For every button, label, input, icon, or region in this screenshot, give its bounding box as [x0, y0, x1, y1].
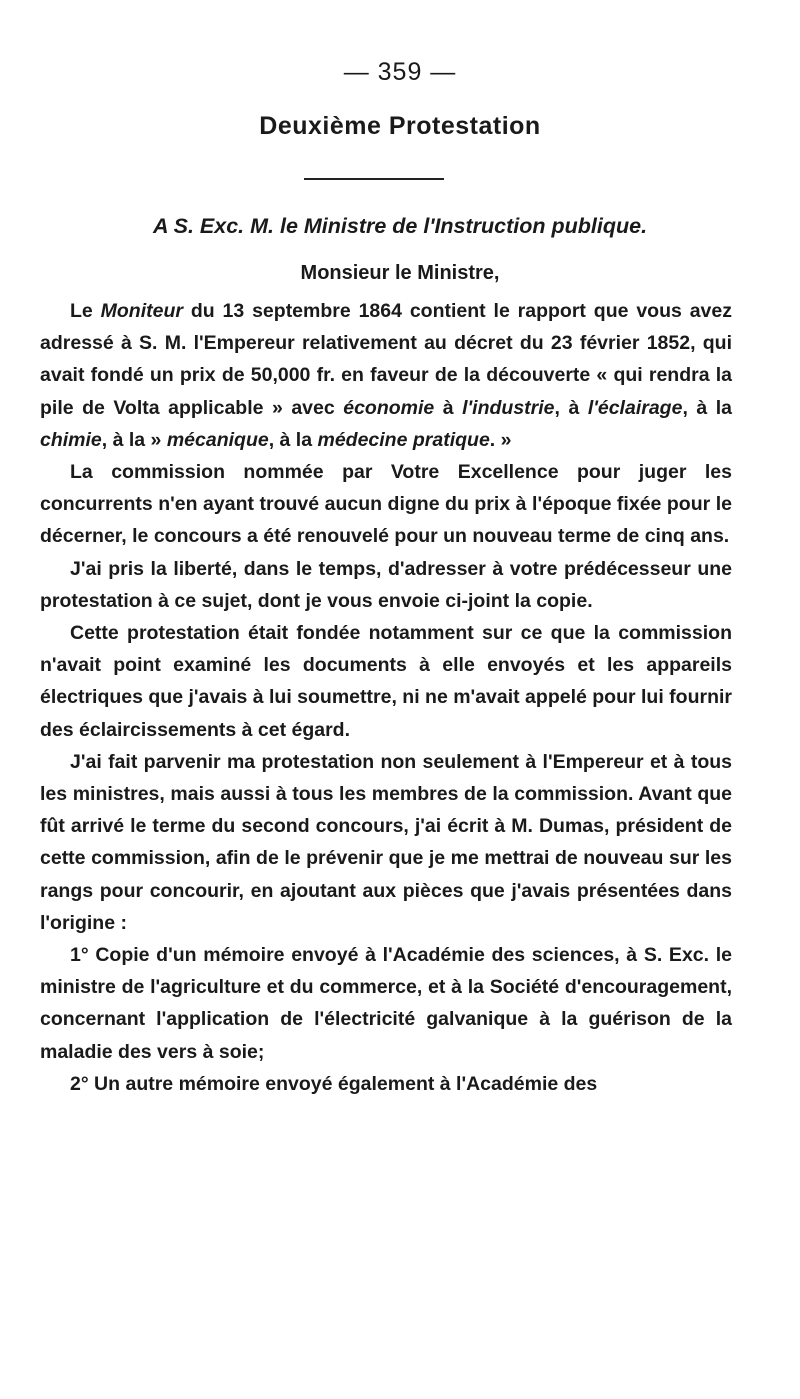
- paragraph-2: La commission nommée par Votre Excellence pour juger les concurrents n'en ayant trouvé aucun digne du prix à l'époque fixée pour le décerner, le concours a été renouvelé pour un nouveau terme de cinq ans.: [40, 461, 732, 548]
- text-run: , à la »: [101, 428, 167, 451]
- text-run: du 13 septembre 1864 contient le rapport que vous avez adressé à S. M. l'Empereur relativement au décret du 23 février 1852, qui avait fondé un prix de 50,000 fr. en faveur de la découverte « qui rendra la pile de Volta applicable » avec: [40, 300, 732, 419]
- heading-rule: [304, 178, 444, 180]
- italic-term: l'éclairage: [587, 396, 683, 419]
- text-run: , à la: [682, 396, 732, 419]
- italic-term: chimie: [40, 428, 102, 451]
- text-run: , à: [554, 396, 588, 419]
- italic-term: l'industrie: [462, 396, 555, 419]
- paragraph-7: 2° Un autre mémoire envoyé également à l'Académie des: [70, 1072, 598, 1095]
- italic-term: mécanique: [166, 428, 269, 451]
- paragraph-5: J'ai fait parvenir ma protestation non seulement à l'Empereur et à tous les ministres, mais aussi à tous les membres de la commission. Avant que fût arrivé le terme du second concours, j'ai écrit à M. Dumas, président de cette commission, afin de le prévenir que je me mettrai de nouveau sur les rangs pour concourir, en ajoutant aux pièces que j'avais présentées dans l'origine :: [40, 750, 732, 934]
- letter-salutation: Monsieur le Ministre,: [300, 262, 500, 284]
- paragraph-4: Cette protestation était fondée notamment sur ce que la commission n'avait point examiné les documents à elle envoyés et les appareils électriques que j'avais à lui soumettre, ni ne m'avait appelé pour lui fournir des éclaircissements à cet égard.: [40, 622, 732, 741]
- section-heading: Deuxième Protestation: [259, 112, 541, 140]
- italic-term: économie: [343, 396, 435, 419]
- letter-body: [40, 295, 732, 1100]
- paragraph-3: J'ai pris la liberté, dans le temps, d'adresser à votre prédécesseur une protestation à ce sujet, dont je vous envoie ci-joint la copie.: [40, 557, 732, 612]
- text-run: , à la: [268, 428, 318, 451]
- paragraph-6: 1° Copie d'un mémoire envoyé à l'Académie des sciences, à S. Exc. le ministre de l'agriculture et du commerce, et à la Société d'encouragement, concernant l'application de l'électricité galvanique à la guérison de la maladie des vers à soie;: [40, 944, 732, 1063]
- text-run: . »: [489, 428, 512, 451]
- newspaper-title: Moniteur: [100, 300, 183, 322]
- page-number: — 359 —: [343, 58, 457, 86]
- italic-term: médecine pratique: [317, 428, 490, 451]
- paragraph-1: [40, 295, 732, 456]
- letter-addressee: A S. Exc. M. le Ministre de l'Instruction publique.: [152, 214, 648, 238]
- text-run: Le: [70, 300, 101, 322]
- text-run: à: [434, 396, 463, 419]
